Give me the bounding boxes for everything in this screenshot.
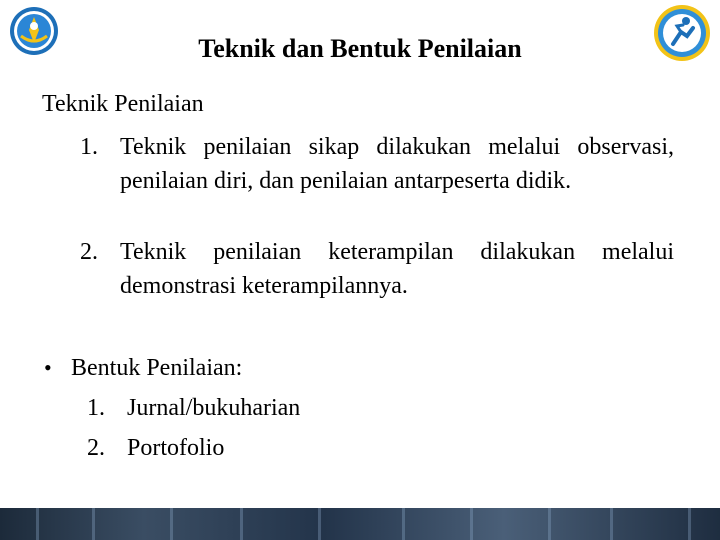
item-text: Teknik penilaian keterampilan dilakukan melalui demonstrasi keterampilannya. [120,239,674,299]
teknik-heading: Teknik Penilaian [42,91,204,117]
item-text: Teknik penilaian sikap dilakukan melalui observasi, penilaian diri, dan penilaian antarpeserta didik. [120,134,674,194]
item-text: Jurnal/bukuharian [127,395,301,421]
slide-title: Teknik dan Bentuk Penilaian [198,34,522,63]
bentuk-heading: Bentuk Penilaian: [71,355,243,381]
item-number: 1. [80,134,98,160]
item-number: 2. [80,239,98,265]
teknik-item [80,235,680,303]
item-number: 2. [87,435,105,461]
item-text: Portofolio [127,435,225,461]
item-number: 1. [87,395,105,421]
footer-bar [0,508,720,540]
bullet-icon: • [44,355,52,380]
teknik-item [80,130,680,232]
